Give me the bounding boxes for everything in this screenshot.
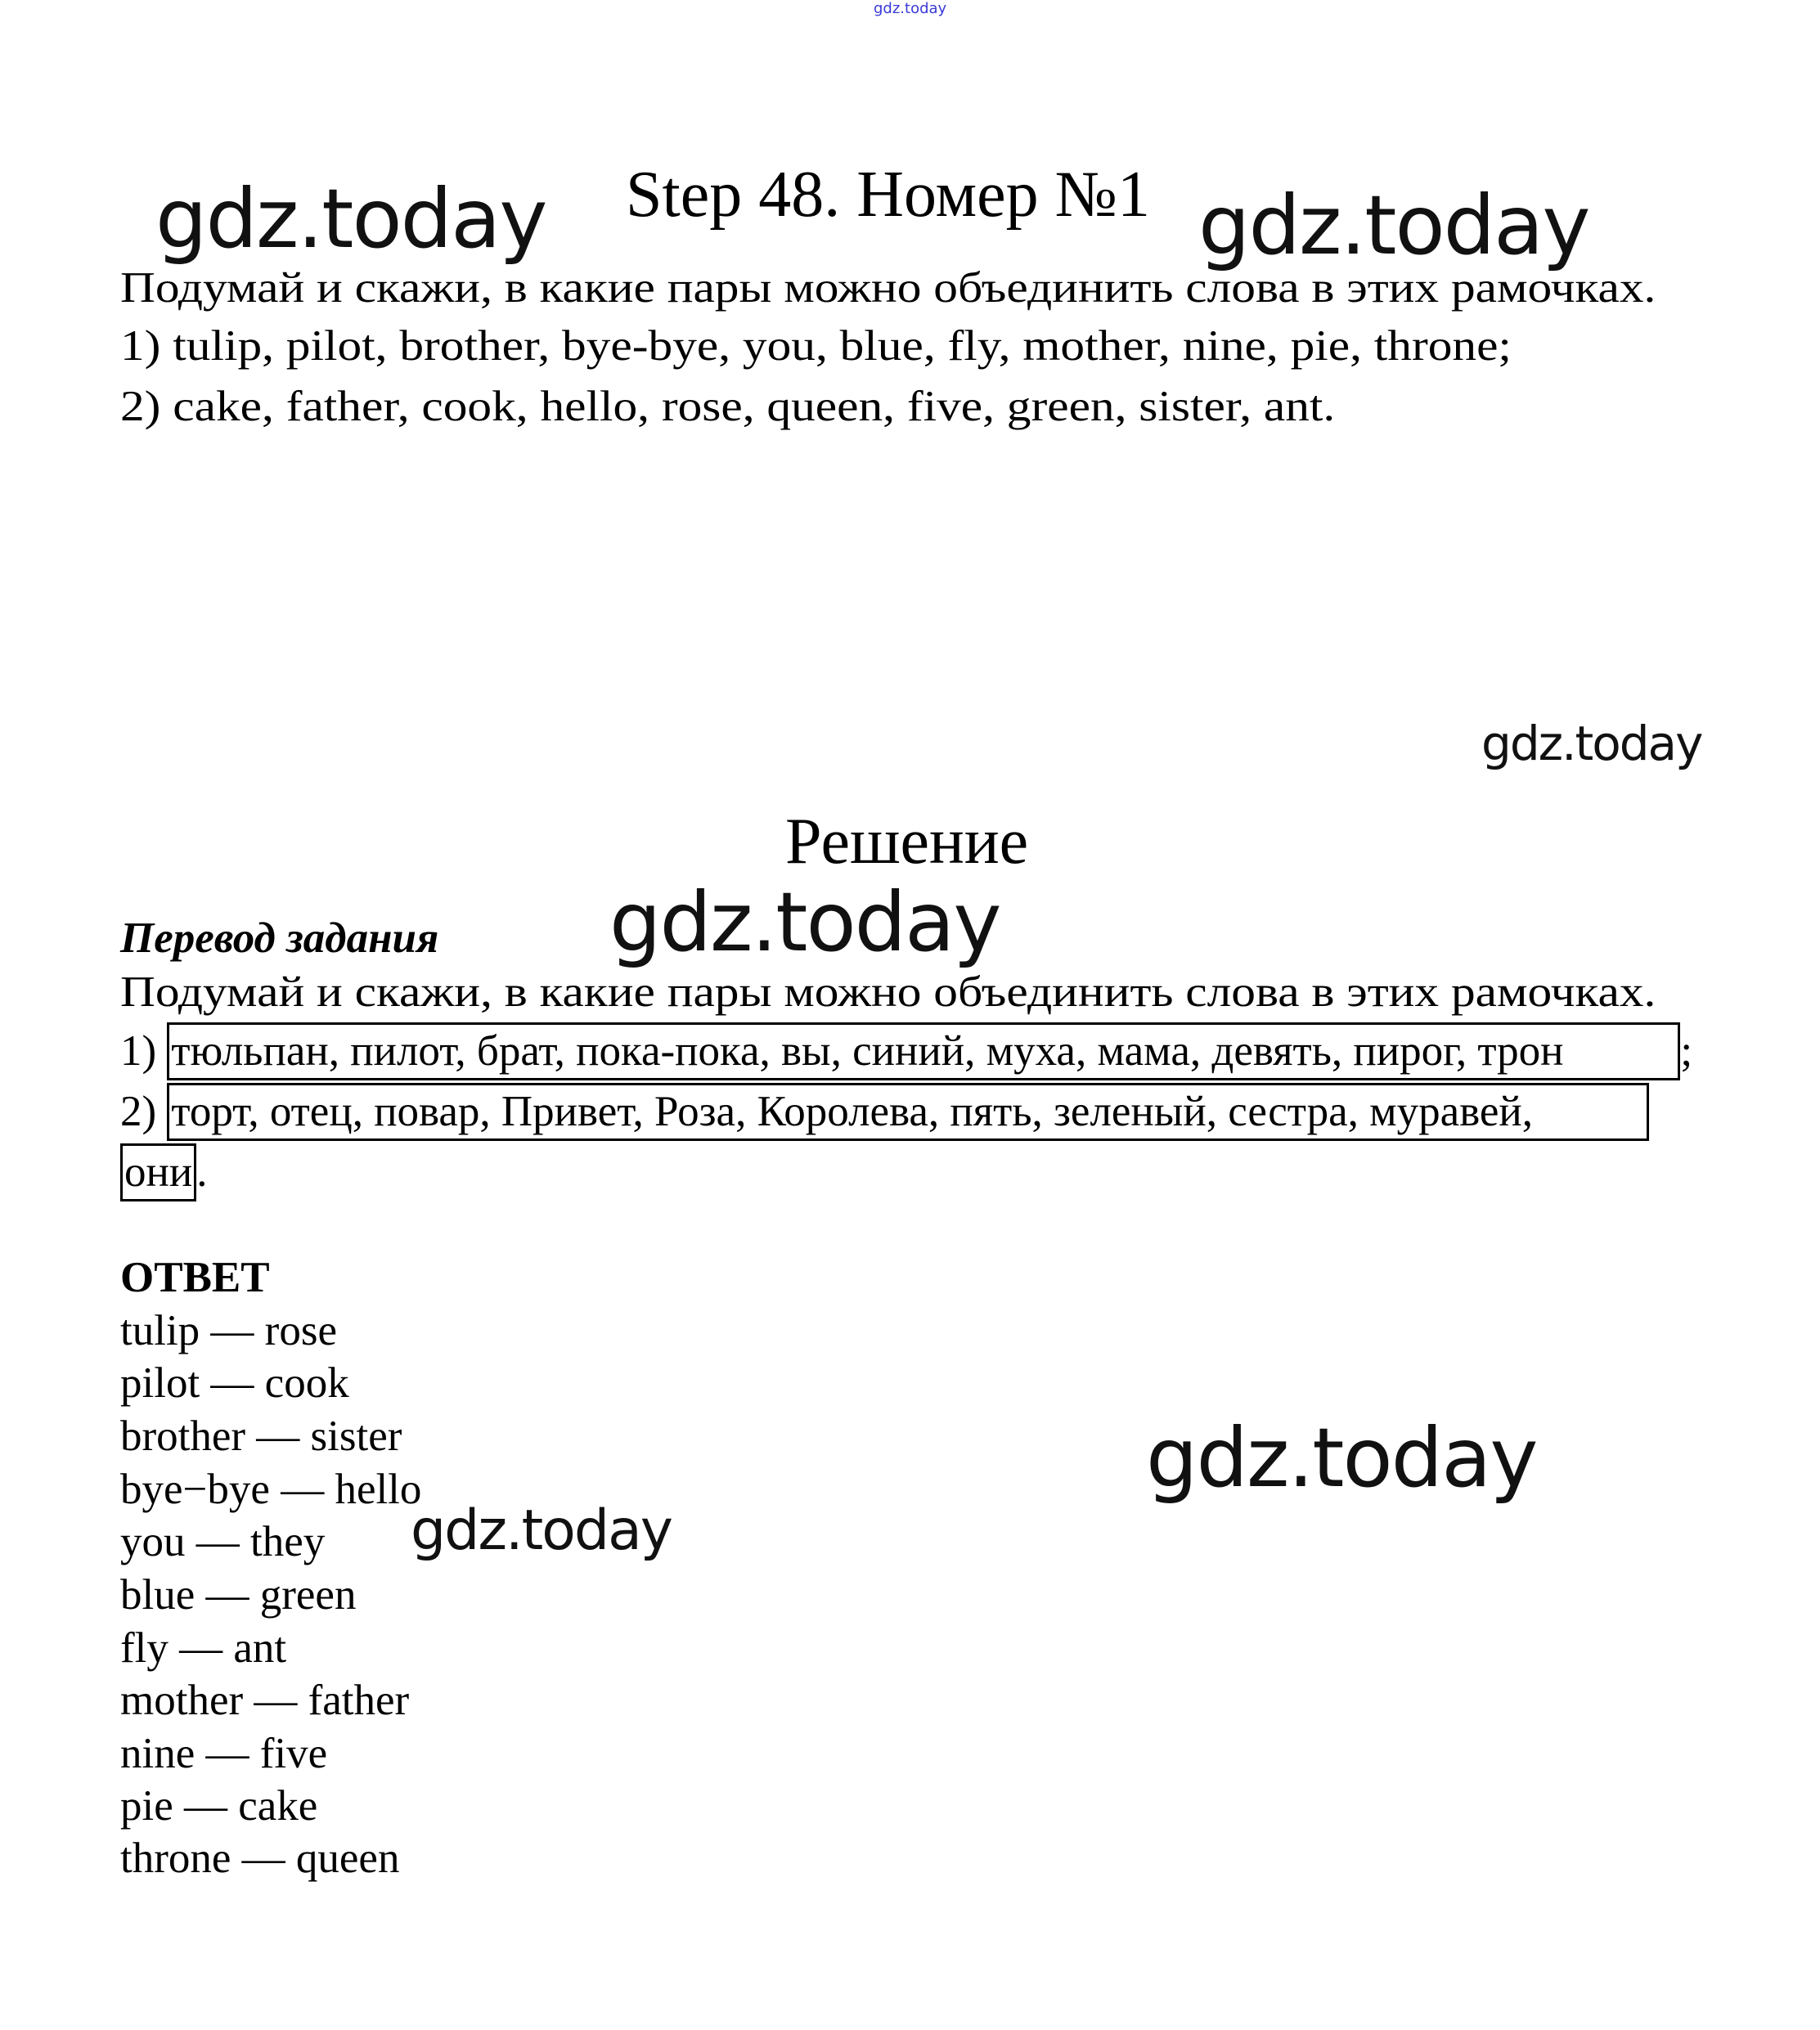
answer-pair: blue — green [120, 1571, 357, 1619]
translation-heading: Перевод задания [120, 914, 439, 962]
boxed-words: торт, отец, повар, Привет, Роза, Королева, пять, зеленый, сестра, муравей, [167, 1083, 1649, 1141]
watermark: gdz.today [609, 874, 1000, 970]
boxed-words: тюльпан, пилот, брат, пока-пока, вы, синий, муха, мама, девять, пирог, трон [167, 1022, 1680, 1080]
answer-pair: you — they [120, 1518, 326, 1565]
answer-pair: mother — father [120, 1677, 410, 1724]
watermark: gdz.today [1481, 716, 1702, 771]
task-line-2: 2) cake, father, cook, hello, rose, queen, five, green, sister, ant. [120, 383, 1336, 430]
answer-pair: pie — cake [120, 1782, 318, 1830]
answer-pair: fly — ant [120, 1624, 287, 1672]
watermark: gdz.today [1146, 1410, 1537, 1506]
translation-line-2 [120, 1083, 1649, 1141]
translation-line-3 [120, 1143, 207, 1201]
answer-pair: pilot — cook [120, 1359, 349, 1407]
task-line-1: 1) tulip, pilot, brother, bye-bye, you, blue, fly, mother, nine, pie, throne; [120, 322, 1512, 370]
answer-heading: ОТВЕТ [120, 1254, 270, 1301]
boxed-words: они [120, 1143, 196, 1201]
punctuation: . [196, 1148, 208, 1196]
line-number: 2) [120, 1088, 157, 1135]
answer-pair: throne — queen [120, 1835, 400, 1882]
answer-pair: nine — five [120, 1730, 328, 1777]
watermark: gdz.today [411, 1498, 672, 1563]
punctuation: ; [1680, 1027, 1693, 1075]
task-instruction: Подумай и скажи, в какие пары можно объединить слова в этих рамочках. [120, 264, 1656, 312]
answer-pair: bye−bye — hello [120, 1466, 422, 1513]
watermark: gdz.today [155, 171, 546, 267]
translation-line-1 [120, 1022, 1692, 1080]
watermark: gdz.today [1198, 177, 1589, 273]
answer-pair: tulip — rose [120, 1307, 337, 1354]
answer-pair: brother — sister [120, 1412, 402, 1460]
line-number: 1) [120, 1027, 157, 1075]
watermark-top: gdz.today [874, 0, 947, 17]
page-title: Step 48. Номер №1 [626, 159, 1150, 231]
translation-instruction: Подумай и скажи, в какие пары можно объединить слова в этих рамочках. [120, 968, 1656, 1016]
solution-heading: Решение [785, 806, 1029, 878]
